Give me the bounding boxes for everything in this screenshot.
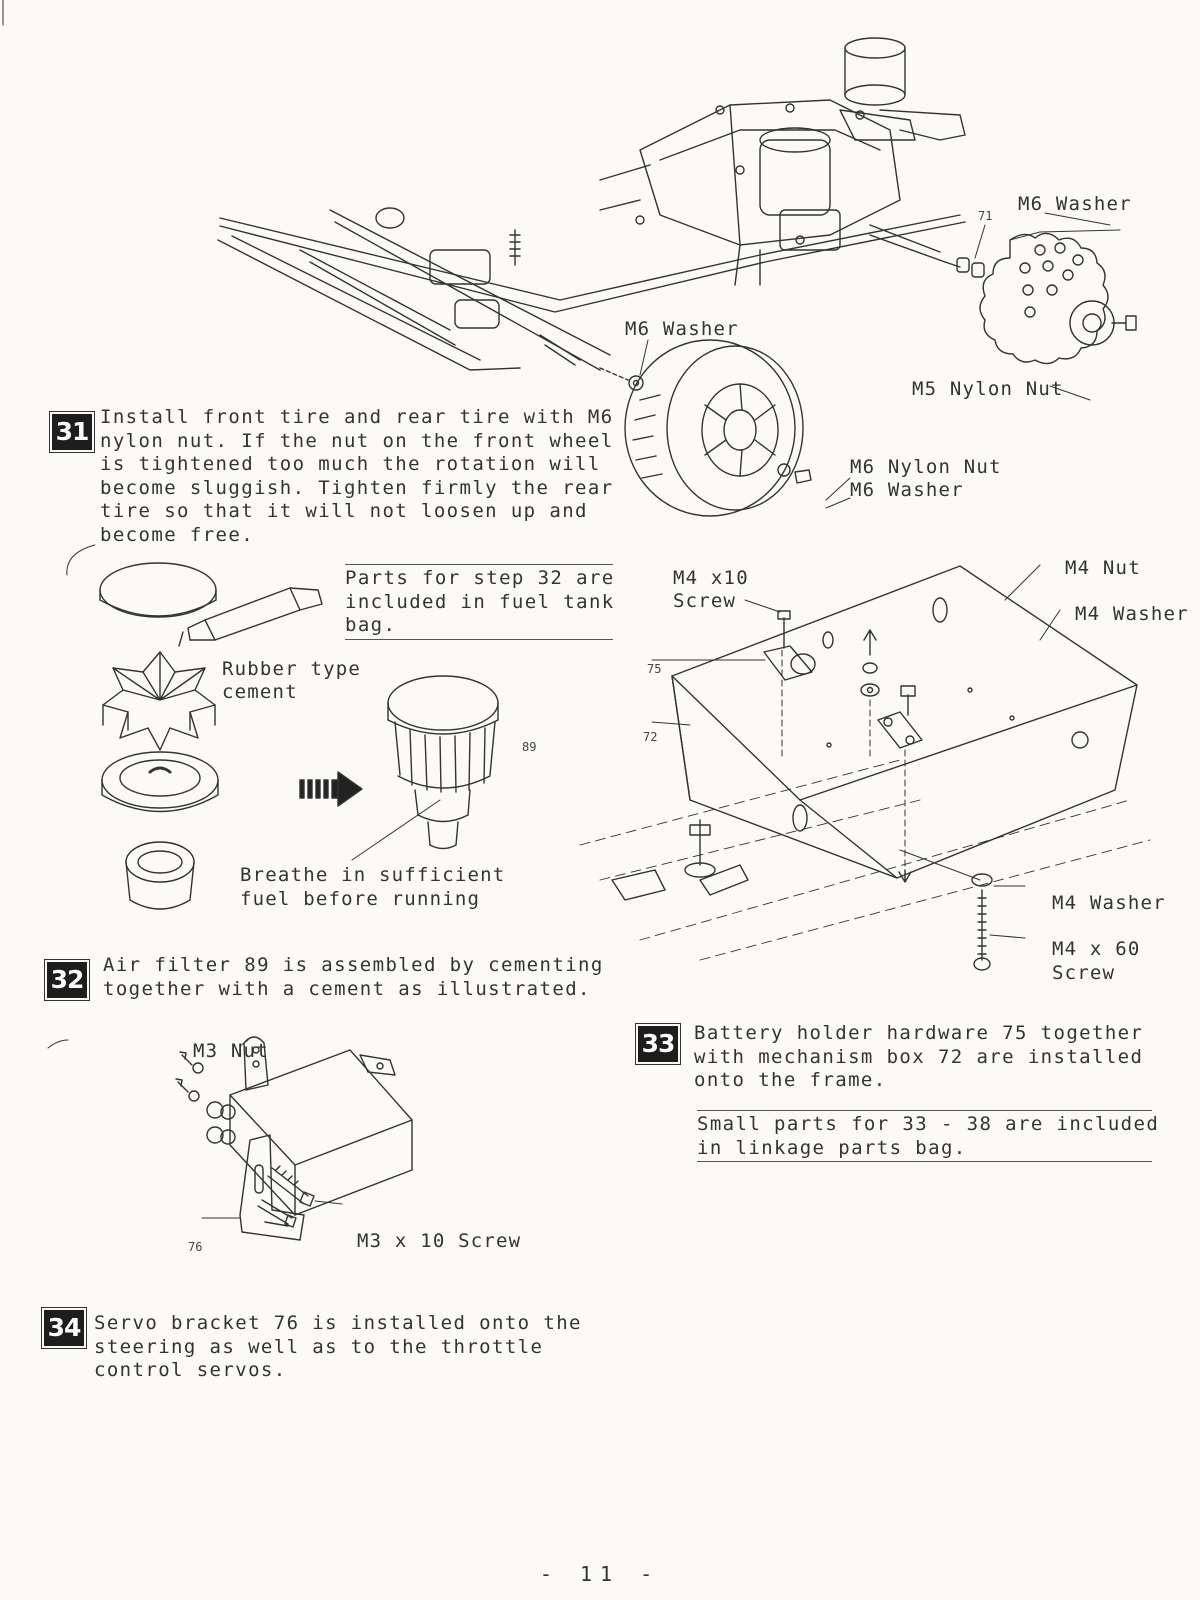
label-part-71: 71 xyxy=(978,209,993,223)
step-31-line: tire so that it will not loosen up and xyxy=(100,500,588,522)
label-rubber-cement-2: cement xyxy=(222,681,298,703)
label-part-72: 72 xyxy=(643,730,658,744)
step-32-line: together with a cement as illustrated. xyxy=(103,977,591,1000)
fuel-tank-note-line: included in fuel tank xyxy=(345,590,615,613)
rear-tire-illustration xyxy=(980,230,1136,364)
fuel-tank-note-line: Parts for step 32 are xyxy=(345,567,615,589)
label-part-76: 76 xyxy=(188,1240,203,1254)
step-33-badge: 33 xyxy=(636,1024,680,1064)
page-number: - 11 - xyxy=(539,1562,661,1586)
label-m4x10-2: Screw xyxy=(673,590,737,612)
step-33-line: onto the frame. xyxy=(694,1069,887,1091)
step-32-badge: 32 xyxy=(45,960,89,1000)
linkage-note-line: in linkage parts bag. xyxy=(697,1136,967,1159)
label-m4-nut: M4 Nut xyxy=(1065,557,1141,579)
fuel-tank-note-line: bag. xyxy=(345,614,397,636)
label-m3x10-screw: M3 x 10 Screw xyxy=(357,1230,522,1252)
label-m4x60-1: M4 x 60 xyxy=(1052,938,1141,960)
step-31-line: become free. xyxy=(100,523,255,546)
label-m6-washer-front: M6 Washer xyxy=(625,318,739,340)
label-m5-nylon-nut: M5 Nylon Nut xyxy=(912,378,1064,400)
label-m4x60-2: Screw xyxy=(1052,962,1116,984)
linkage-note xyxy=(697,1110,1160,1162)
step-34-text xyxy=(94,1312,582,1383)
label-part-75: 75 xyxy=(647,662,662,676)
label-m6-washer-lower: M6 Washer xyxy=(850,479,964,501)
step-34-line: Servo bracket 76 is installed onto the xyxy=(94,1312,582,1334)
step-34-line: steering as well as to the throttle xyxy=(94,1335,544,1358)
label-m6-washer-rear: M6 Washer xyxy=(1018,193,1132,215)
chassis-illustration xyxy=(218,38,984,370)
label-m3-nut: M3 Nut xyxy=(193,1040,269,1062)
step-31-line: become sluggish. Tighten firmly the rear xyxy=(100,476,614,499)
label-m4-washer-bottom: M4 Washer xyxy=(1052,892,1166,914)
step-32-text xyxy=(103,954,604,1001)
label-m4x10-1: M4 x10 xyxy=(673,567,749,589)
label-breathe-2: fuel before running xyxy=(240,888,481,910)
label-breathe-1: Breathe in sufficient xyxy=(240,864,506,886)
label-part-89: 89 xyxy=(522,740,537,754)
step-33-line: Battery holder hardware 75 together xyxy=(694,1022,1144,1044)
step-33-line: with mechanism box 72 are installed xyxy=(694,1045,1144,1068)
label-rubber-cement-1: Rubber type xyxy=(222,658,362,680)
step-34-line: control servos. xyxy=(94,1359,287,1381)
step-32-line: Air filter 89 is assembled by cementing xyxy=(103,954,604,976)
step-34-badge: 34 xyxy=(42,1308,86,1348)
label-m6-nylon-nut: M6 Nylon Nut xyxy=(850,456,1002,478)
fuel-tank-note xyxy=(345,564,613,640)
step-31-text xyxy=(100,406,614,547)
step-31-line: Install front tire and rear tire with M6 xyxy=(100,406,614,428)
servo-illustration xyxy=(176,1037,412,1240)
step-31-badge: 31 xyxy=(50,412,94,452)
front-tire-illustration xyxy=(600,340,811,516)
step-33-text xyxy=(694,1022,1143,1093)
step-31-line: is tightened too much the rotation will xyxy=(100,453,601,475)
label-m4-washer-top: M4 Washer xyxy=(1075,603,1189,625)
linkage-note-line: Small parts for 33 - 38 are included xyxy=(697,1113,1160,1135)
step-31-line: nylon nut. If the nut on the front wheel xyxy=(100,429,614,452)
